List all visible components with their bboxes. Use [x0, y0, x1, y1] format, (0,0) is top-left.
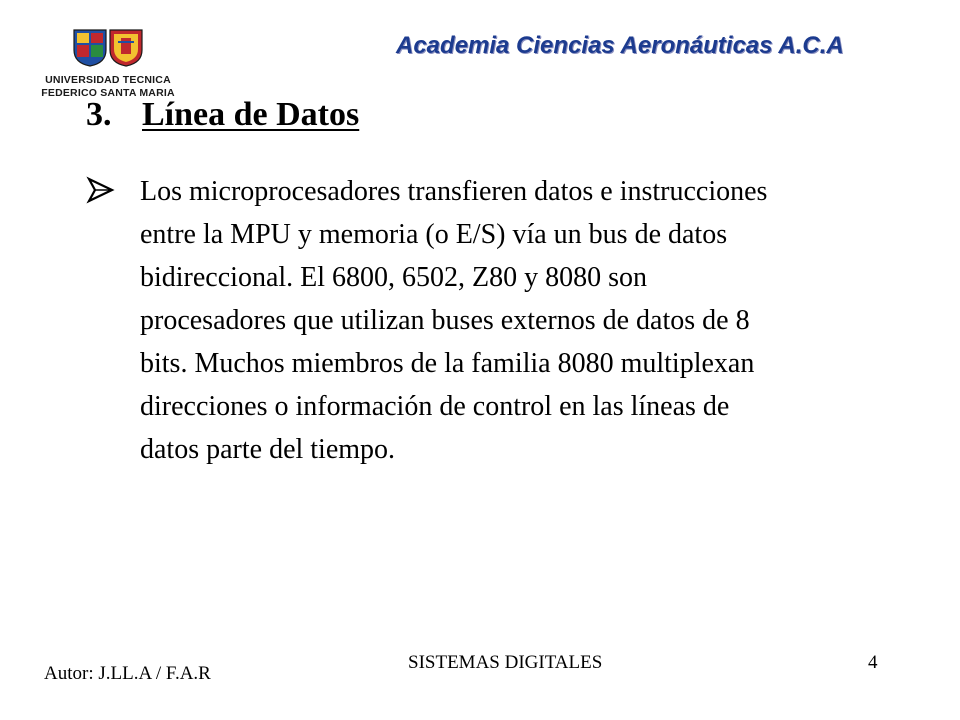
university-logo — [38, 28, 178, 98]
page-number: 4 — [868, 652, 878, 673]
body-line: datos parte del tiempo. — [140, 434, 396, 465]
footer-author: Autor: J.LL.A / F.A.R — [44, 663, 211, 684]
bullet-paragraph — [140, 170, 880, 471]
slide-heading — [86, 96, 359, 134]
body-line: bidireccional. El 6800, 6502, Z80 y 8080 son — [140, 262, 648, 293]
university-crest-icon — [71, 28, 145, 68]
body-line: Los microprocesadores transfieren datos e instrucciones — [140, 176, 768, 207]
logo-text-line2: FEDERICO SANTA MARIA — [41, 87, 175, 99]
arrow-bullet-icon — [86, 176, 120, 204]
logo-text-line1: UNIVERSIDAD TECNICA — [45, 74, 171, 86]
academy-title: Academia Ciencias Aeronáuticas A.C.A — [396, 32, 844, 59]
footer-course-title: SISTEMAS DIGITALES — [408, 652, 603, 673]
heading-title: Línea de Datos — [142, 96, 360, 133]
body-line: entre la MPU y memoria (o E/S) vía un bus de datos — [140, 219, 728, 250]
body-line: direcciones o información de control en las líneas de — [140, 391, 730, 422]
body-line: bits. Muchos miembros de la familia 8080 multiplexan — [140, 348, 755, 379]
heading-number: 3. — [86, 96, 112, 133]
body-line: procesadores que utilizan buses externos de datos de 8 — [140, 305, 750, 336]
